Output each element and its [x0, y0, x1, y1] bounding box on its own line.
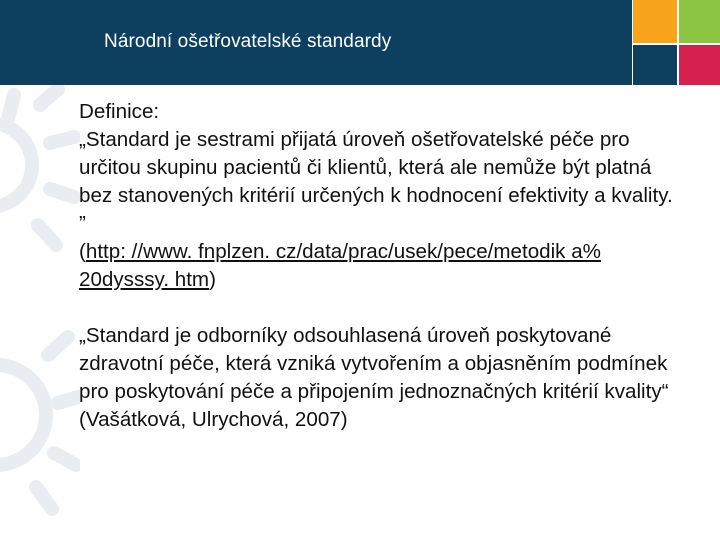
decor-square-red [679, 45, 720, 85]
slide-body [79, 98, 679, 434]
source-link[interactable]: http: //www. fnplzen. cz/data/prac/usek/pece/metodik a% 20dysssy. htm [79, 240, 601, 291]
decor-square-green [679, 0, 720, 43]
sun-watermark-icon [0, 85, 80, 540]
source-close: ) [209, 268, 216, 291]
quote-1-text: „Standard je sestrami přijatá úroveň ošetřovatelské péče pro určitou skupinu pacientů či klientů, která ale nemůže být platná bez stanovených kritérií určených k hodnocení efektivity a kvality. ” [79, 128, 673, 235]
definition-heading: Definice: [79, 100, 160, 123]
decor-square-navy [633, 45, 677, 85]
definition-quote-1 [79, 126, 679, 294]
decor-square-orange [633, 0, 677, 43]
definition-quote-2: „Standard je odborníky odsouhlasená úroveň poskytované zdravotní péče, která vzniká vytvořením a objasněním podmínek pro poskytování péče a připojením jednoznačných kritérií kvality“ (Vašátková, Ulrychová, 2007) [79, 324, 669, 431]
source-open: ( [79, 240, 86, 263]
slide-title: Národní ošetřovatelské standardy [104, 31, 392, 52]
header-bar [0, 0, 632, 85]
